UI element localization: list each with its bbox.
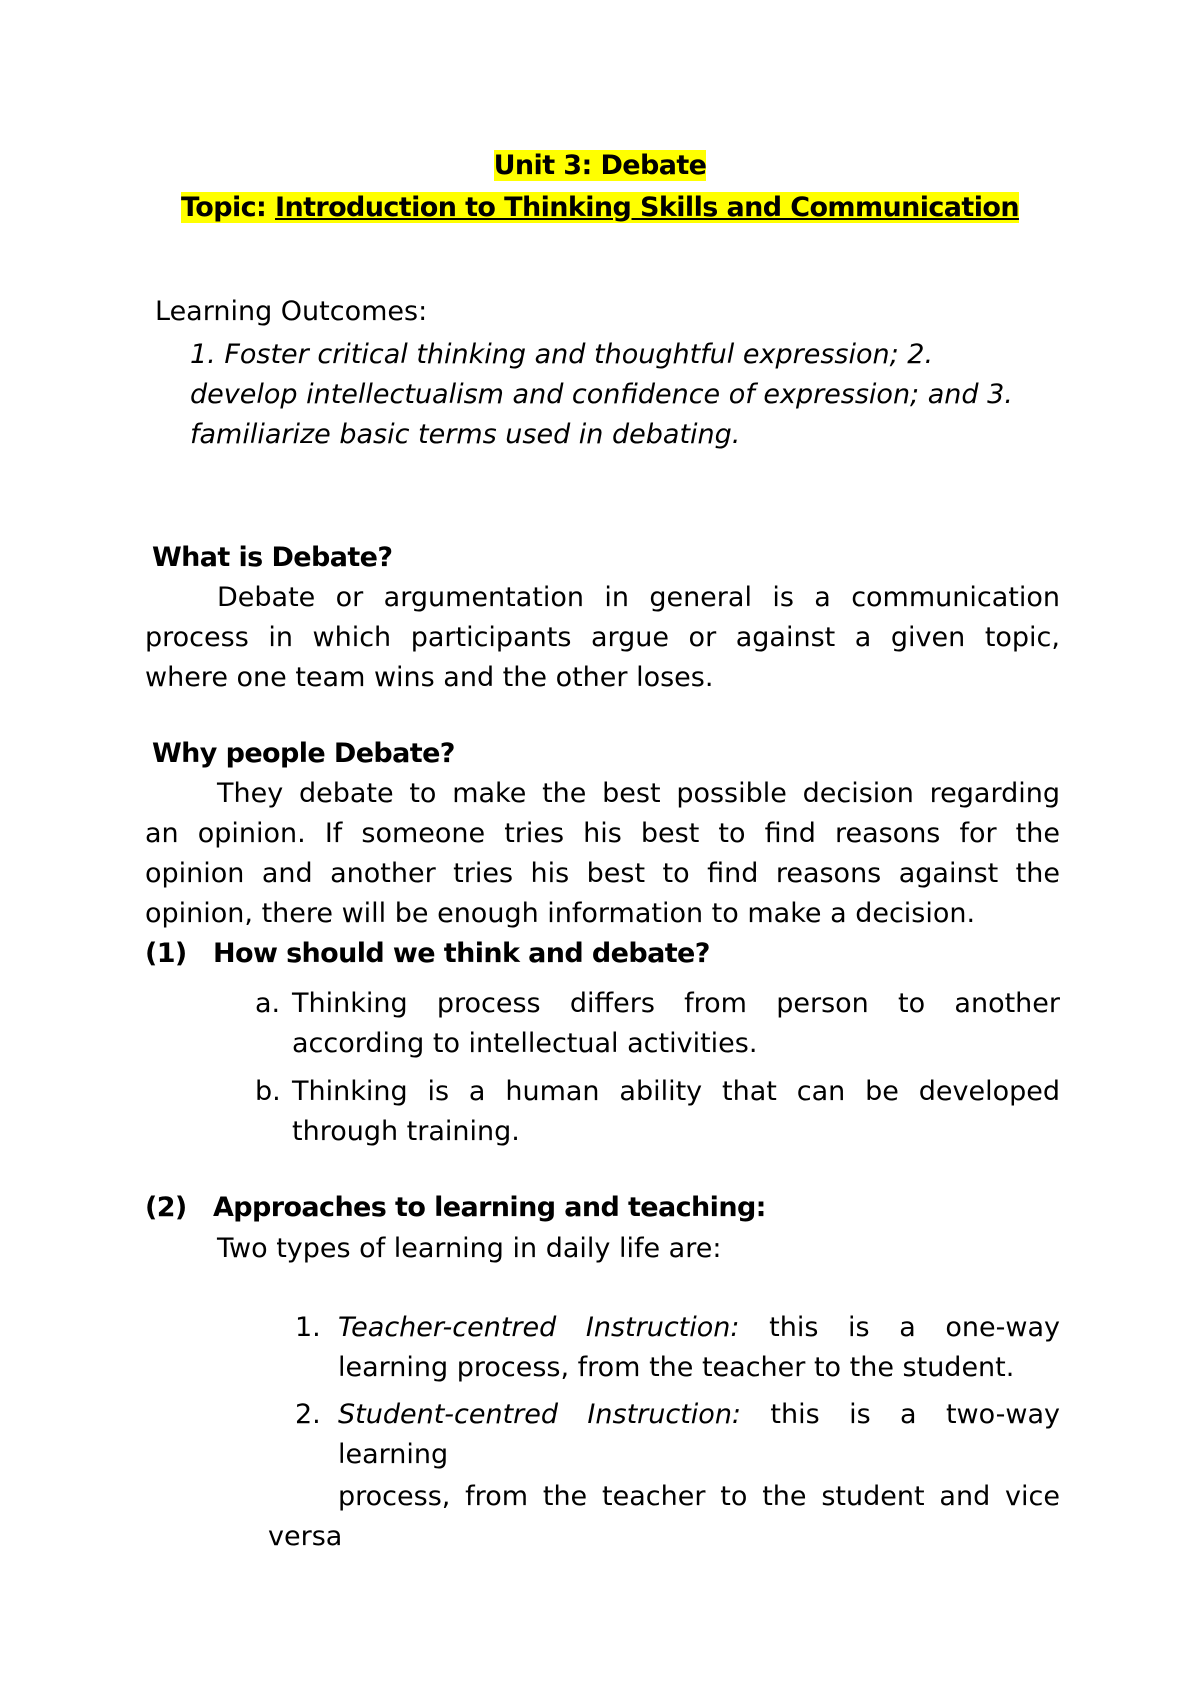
paragraph-line: opinion and another tries his best to find reasons against the bbox=[145, 858, 1060, 889]
section-2-heading: Approaches to learning and teaching: bbox=[213, 1192, 766, 1223]
term-student-centred: Student-centred Instruction: bbox=[338, 1399, 742, 1430]
term-teacher-centred: Teacher-centred Instruction: bbox=[338, 1312, 740, 1343]
what-is-debate-heading: What is Debate? bbox=[152, 542, 393, 573]
why-debate-heading: Why people Debate? bbox=[152, 738, 455, 769]
outcome-line-3: familiarize basic terms used in debating. bbox=[190, 419, 741, 450]
list-marker-2: 2. bbox=[295, 1399, 321, 1430]
list-item-line: learning process, from the teacher to the student. bbox=[338, 1352, 1015, 1383]
unit-title: Unit 3: Debate bbox=[493, 150, 707, 181]
list-item-a bbox=[292, 984, 1060, 1064]
section-1-heading: How should we think and debate? bbox=[213, 938, 710, 969]
section-1-marker: (1) bbox=[145, 938, 187, 969]
list-marker-a: a. bbox=[255, 988, 281, 1019]
topic-prefix: Topic: bbox=[181, 192, 275, 223]
section-2-intro: Two types of learning in daily life are: bbox=[217, 1233, 722, 1264]
outcome-line-1: 1. Foster critical thinking and thoughtful expression; 2. bbox=[190, 339, 934, 370]
paragraph-line: Debate or argumentation in general is a communication bbox=[217, 582, 1060, 613]
list-item-line: through training. bbox=[292, 1116, 520, 1147]
outcome-line-2: develop intellectualism and confidence of expression; and 3. bbox=[190, 379, 1013, 410]
list-marker-1: 1. bbox=[295, 1312, 321, 1343]
list-item-2-last-line: versa bbox=[268, 1521, 343, 1552]
list-item-line: according to intellectual activities. bbox=[292, 1028, 758, 1059]
list-item-line: process, from the teacher to the student and vice bbox=[338, 1481, 1060, 1512]
what-is-debate-paragraph bbox=[145, 578, 1060, 698]
why-debate-paragraph bbox=[145, 774, 1060, 934]
list-item-b bbox=[292, 1072, 1060, 1152]
topic-title bbox=[0, 188, 1200, 228]
list-item-1: Teacher-centred Instruction: this is a one-way learning process, from the teacher to the student. bbox=[338, 1308, 1060, 1388]
paragraph-line: an opinion. If someone tries his best to find reasons for the bbox=[145, 818, 1060, 849]
list-item-2-continuation bbox=[338, 1477, 1060, 1517]
paragraph-line: process in which participants argue or against a given topic, bbox=[145, 622, 1060, 653]
learning-outcomes-heading: Learning Outcomes: bbox=[155, 296, 428, 327]
list-item-line: Thinking is a human ability that can be developed bbox=[292, 1076, 1060, 1107]
topic-name: Introduction to Thinking Skills and Communication bbox=[275, 192, 1019, 223]
list-item-2: Student-centred Instruction: this is a two-way learning bbox=[338, 1395, 1060, 1475]
paragraph-line: opinion, there will be enough information to make a decision. bbox=[145, 898, 976, 929]
paragraph-line: where one team wins and the other loses. bbox=[145, 662, 714, 693]
section-2-marker: (2) bbox=[145, 1192, 187, 1223]
paragraph-line: They debate to make the best possible decision regarding bbox=[217, 778, 1060, 809]
list-item-line: learning bbox=[338, 1439, 449, 1470]
list-item-line: Thinking process differs from person to another bbox=[292, 988, 1060, 1019]
list-marker-b: b. bbox=[255, 1076, 281, 1107]
